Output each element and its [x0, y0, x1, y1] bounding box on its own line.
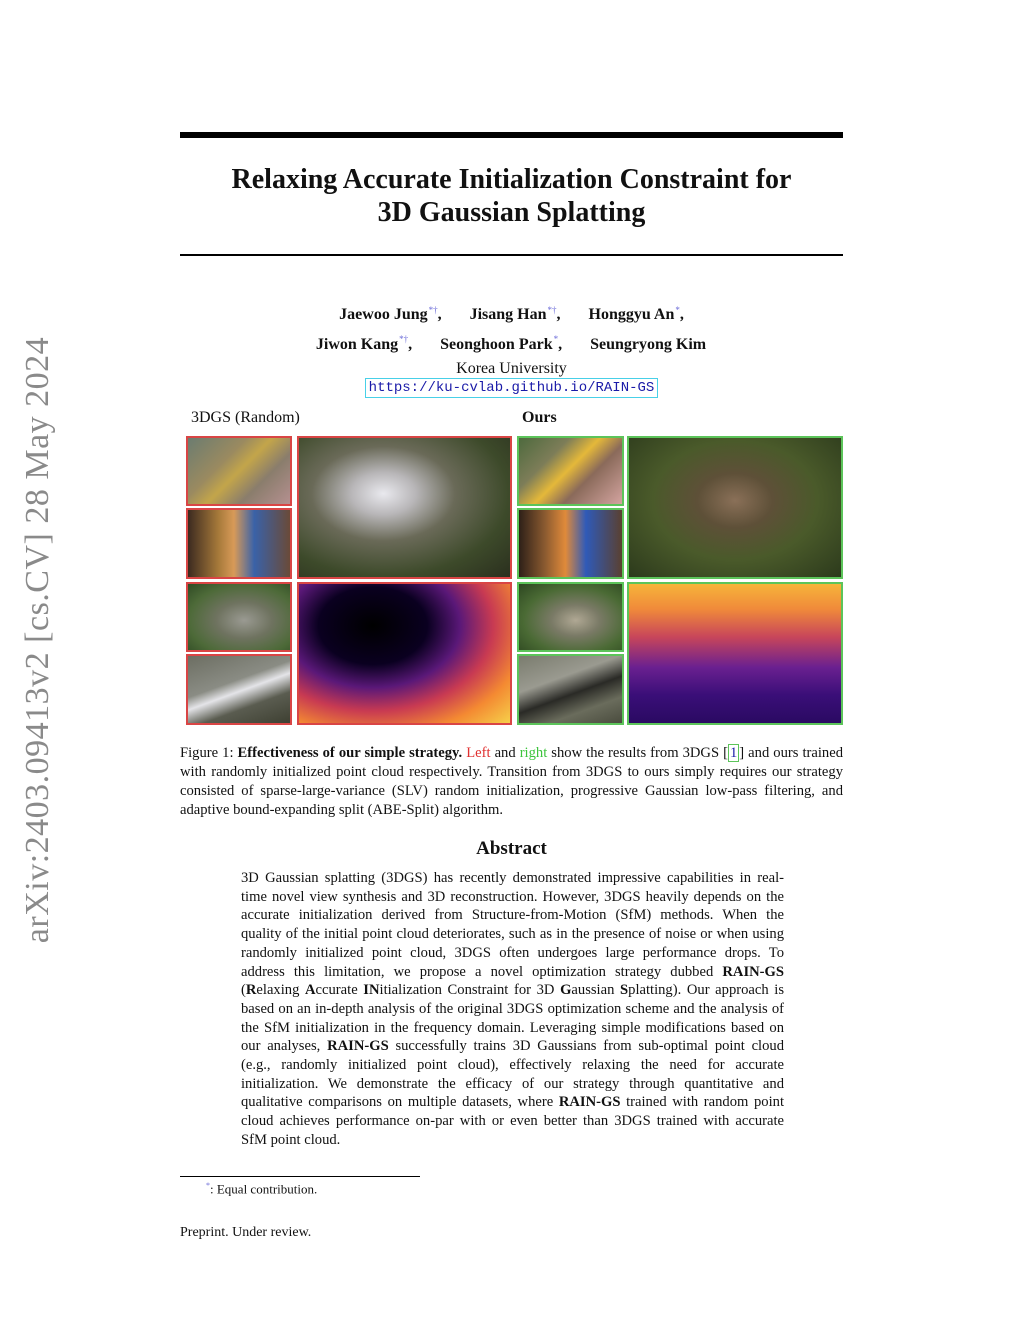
- abstract-body: 3D Gaussian splatting (3DGS) has recently demonstrated impressive capabilities in real-time novel view synthesis and 3D reconstruction. However, 3DGS heavily depends on the accurate initialization derived from Structure-from-Motion (SfM) methods. When the quality of the initial point cloud deteriorates, such as in the presence of noise or when using randomly initialized point cloud, 3DGS often undergoes large performance drops. To address this limitation, we propose a novel optimization strategy dubbed RAIN-GS (Relaxing Accurate INitialization Constraint for 3D Gaussian Splatting). Our approach is based on an in-depth analysis of the original 3DGS optimization scheme and the analysis of the SfM initialization in the frequency domain. Leveraging simple modifications based on our analyses, RAIN-GS successfully trains 3D Gaussians from sub-optimal point cloud (e.g., randomly initialized point cloud), effectively relaxing the need for accurate initialization. We demonstrate the efficacy of our strategy through quantitative and qualitative comparisons on multiple datasets, where RAIN-GS trained with random point cloud achieves performance on-par with or even better than 3DGS trained with accurate SfM point cloud.: [241, 870, 785, 1148]
- author-mark: *†: [399, 334, 409, 345]
- footnote: *: Equal contribution.: [206, 1181, 318, 1197]
- author-mark: *: [675, 305, 680, 315]
- title-line-1: Relaxing Accurate Initialization Constraint for: [231, 164, 792, 195]
- caption-left-word: Left: [466, 745, 491, 761]
- title-line-2: 3D Gaussian Splatting: [377, 197, 646, 228]
- author-mark: *: [553, 334, 559, 345]
- author-mark: *†: [547, 305, 557, 315]
- author: Seungryong Kim: [590, 335, 707, 353]
- arxiv-id: arXiv:2403.09413v2 [cs.CV] 28 May 2024: [19, 336, 56, 944]
- author-list: [180, 298, 843, 357]
- figure-panel-ours-stump: [627, 436, 843, 579]
- author: Jiwon Kang*†,: [315, 334, 413, 353]
- figure-panel-3dgs-garden: [186, 582, 292, 652]
- figure-panel-3dgs-bench: [186, 654, 292, 725]
- figure-panel-ours-kitchen: [517, 508, 624, 579]
- author-mark: *†: [428, 305, 438, 315]
- figure-panel-3dgs-lego: [186, 436, 292, 506]
- caption-right-word: right: [519, 745, 548, 761]
- arxiv-sidebar: [8, 330, 68, 950]
- paper-title: [180, 163, 843, 229]
- figure-panel-3dgs-kitchen: [186, 508, 292, 579]
- figure-panel-3dgs-depth: [297, 582, 512, 725]
- figure-panel-ours-lego: [517, 436, 624, 506]
- title-bottom-rule: [180, 254, 843, 256]
- author-line-1: [180, 298, 843, 327]
- title-top-rule: [180, 132, 843, 138]
- author: Jisang Han*†,: [469, 305, 561, 324]
- citation-link[interactable]: 1: [729, 745, 738, 761]
- footnote-rule: [180, 1176, 420, 1177]
- author: Jaewoo Jung*†,: [339, 305, 442, 324]
- caption-bold: Effectiveness of our simple strategy.: [237, 745, 463, 761]
- affiliation: Korea University: [456, 360, 567, 377]
- figure-panel-ours-garden: [517, 582, 624, 652]
- figure-panel-3dgs-stump: [297, 436, 512, 579]
- project-link[interactable]: https://ku-cvlab.github.io/RAIN-GS: [365, 378, 659, 398]
- figure-label-ours: Ours: [522, 409, 557, 426]
- figure-label-3dgs: 3DGS (Random): [191, 409, 300, 426]
- footnote-mark: *: [206, 1181, 210, 1190]
- figure-caption: Figure 1: Effectiveness of our simple strategy. Left and right show the results from 3DGS [ 1 ] and ours trained with randomly initialized point cloud respectively. Transition from 3DGS to ours simply requires our strategy consisted of sparse-large-variance (SLV) random initialization, progressive Gaussian low-pass filtering, and adaptive bound-expanding split (ABE-Split) algorithm.: [180, 745, 843, 818]
- preprint-note: Preprint. Under review.: [180, 1225, 312, 1240]
- author: Honggyu An*,: [588, 305, 684, 324]
- figure-panel-ours-bench: [517, 654, 624, 725]
- author: Seonghoon Park*,: [440, 334, 563, 353]
- author-line-2: [180, 327, 843, 356]
- figure-panel-ours-depth: [627, 582, 843, 725]
- abstract-heading: Abstract: [476, 838, 547, 859]
